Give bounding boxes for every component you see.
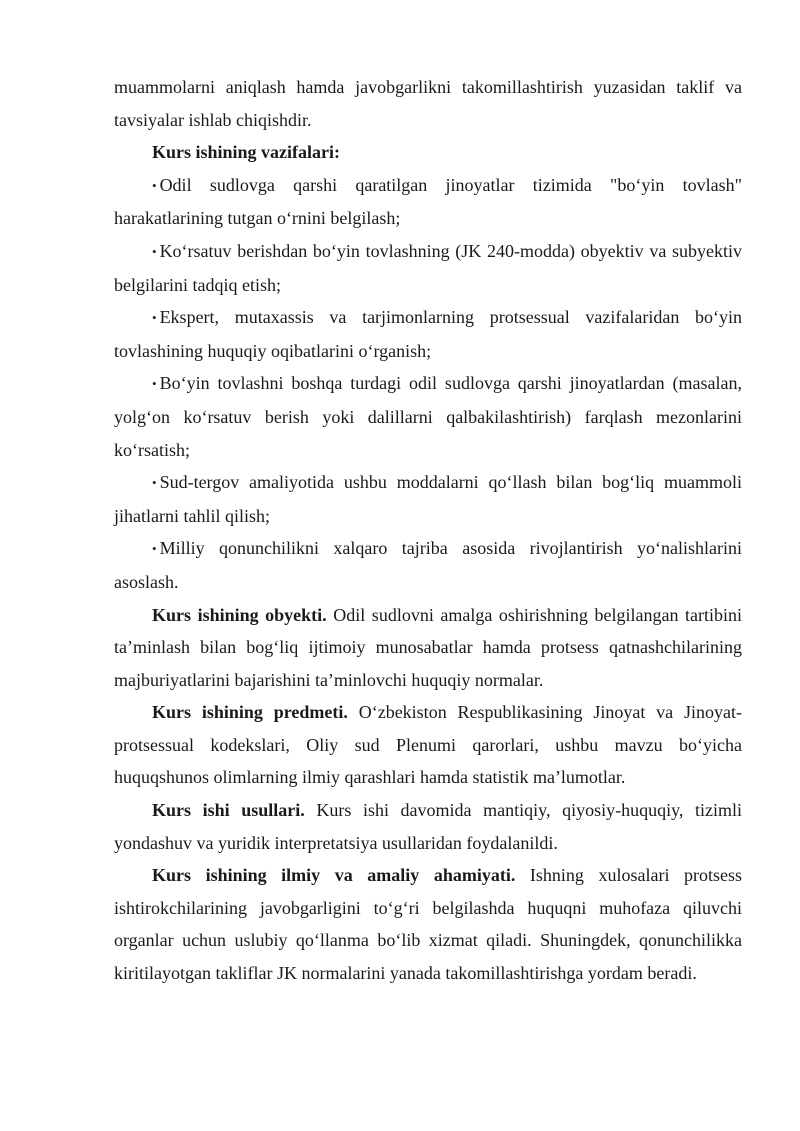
object-text: Odil sudlovni amalga oshirishning belgilangan tartibini ta’minlash bilan bog‘liq ijtimoiy munosabatlar hamda protsess qatnashchilarining majburiyatlarini bajarishini ta’minlovchi huquqiy normalar. (114, 604, 742, 690)
object-label: Kurs ishining obyekti. (152, 604, 327, 625)
task-item-text: Ekspert, mutaxassis va tarjimonlarning protsessual vazifalaridan bo‘yin tovlashining huquqiy oqibatlarini o‘rganish; (114, 307, 742, 361)
task-item-6 (114, 532, 742, 598)
bullet-icon: • (152, 541, 157, 557)
task-item-text: Milliy qonunchilikni xalqaro tajriba asosida rivojlantirish yo‘nalishlarini asoslash. (114, 538, 742, 592)
task-item-2 (114, 235, 742, 301)
methods-label: Kurs ishi usullari. (152, 800, 305, 821)
bullet-icon: • (152, 475, 157, 491)
task-item-text: Bo‘yin tovlashni boshqa turdagi odil sudlovga qarshi jinoyatlardan (masalan, yolg‘on ko‘rsatuv berish yoki dalillarni qalbakilashtirish) farqlash mezonlarini ko‘rsatish; (114, 373, 742, 460)
significance-label: Kurs ishining ilmiy va amaliy ahamiyati. (152, 865, 516, 886)
bullet-icon: • (152, 376, 157, 392)
bullet-icon: • (152, 243, 157, 259)
task-item-5 (114, 466, 742, 532)
task-item-4 (114, 367, 742, 466)
task-item-text: Ko‘rsatuv berishdan bo‘yin tovlashning (JK 240-modda) obyektiv va subyektiv belgilarini tadqiq etish; (114, 240, 742, 295)
bullet-icon: • (152, 177, 157, 193)
task-item-text: Sud-tergov amaliyotida ushbu moddalarni qo‘llash bilan bog‘liq muammoli jihatlarni tahlil qilish; (114, 472, 742, 526)
methods-text: Kurs ishi davomida mantiqiy, qiyosiy-huquqiy, tizimli yondashuv va yuridik interpretatsiya usullaridan foydalanildi. (114, 800, 742, 853)
methods-paragraph (114, 794, 742, 859)
tasks-heading: Kurs ishining vazifalari: (152, 142, 341, 163)
subject-label: Kurs ishining predmeti. (152, 702, 348, 723)
subject-paragraph (114, 696, 742, 794)
significance-text: Ishning xulosalari protsess ishtirokchilarining javobgarligini to‘g‘ri belgilashda huquqni muhofaza qiluvchi organlar uchun uslubiy qo‘llanma bo‘lib xizmat qiladi. Shuningdek, qonunchilikka kiritilayotgan takliflar JK normalarini yanada takomillashtirishga yordam beradi. (114, 865, 742, 984)
bullet-icon: • (152, 310, 157, 326)
subject-text: O‘zbekiston Respublikasining Jinoyat va Jinoyat-protsessual kodekslari, Oliy sud Plenumi qarorlari, ushbu mavzu bo‘yicha huquqshunos olimlarning ilmiy qarashlari hamda statistik ma’lumotlar. (114, 702, 743, 788)
object-paragraph (114, 599, 742, 697)
task-item-1 (114, 169, 742, 235)
task-item-text: Odil sudlovga qarshi qaratilgan jinoyatlar tizimida "bo‘yin tovlash" harakatlarining tutgan o‘rnini belgilash; (114, 174, 742, 229)
document-page (114, 71, 742, 990)
significance-paragraph (114, 859, 742, 989)
task-item-3 (114, 301, 742, 367)
intro-continuation-paragraph: muammolarni aniqlash hamda javobgarlikni takomillashtirish yuzasidan taklif va tavsiyalar ishlab chiqishdir. (114, 77, 742, 130)
